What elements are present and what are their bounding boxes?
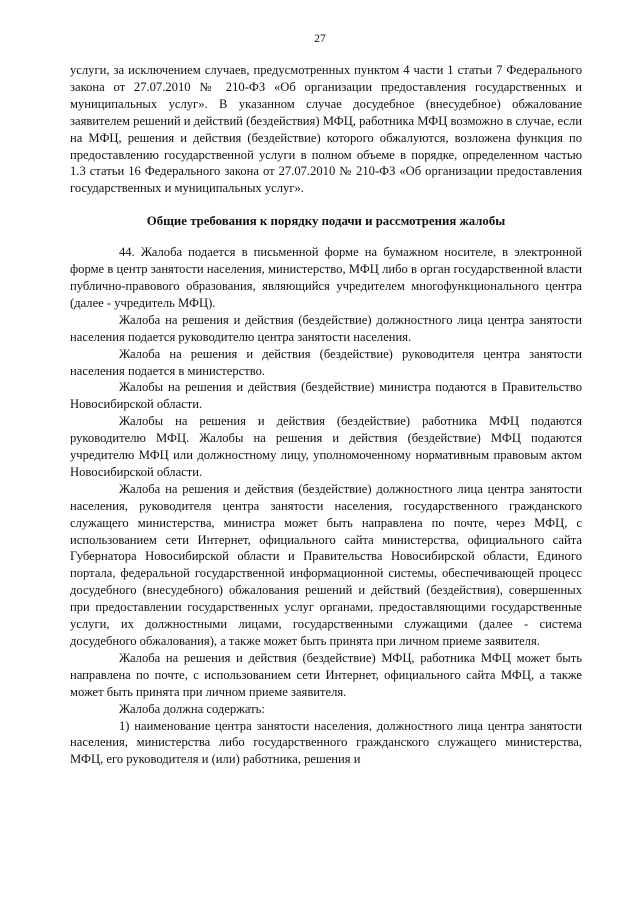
page-number: 27 <box>314 33 326 45</box>
paragraph-continuation: услуги, за исключением случаев, предусмотренных пунктом 4 части 1 статьи 7 Федерального закона от 27.07.2010 № 210-ФЗ «Об организации предоставления государственных и муниципальных услуг». В указанном случае досудебное (внесудебное) обжалование заявителем решений и действий (бездействия) МФЦ, работника МФЦ возможно в случае, если на МФЦ, решения и действия (бездействие) которого обжалуются, возложена функция по предоставлению государственной услуги в полном объеме в порядке, определенном частью 1.3 статьи 16 Федерального закона от 27.07.2010 № 210-ФЗ «Об организации предоставления государственных и муниципальных услуг». <box>70 63 582 196</box>
paragraph-content-intro: Жалоба должна содержать: <box>119 701 265 716</box>
paragraph-complaint-official: Жалоба на решения и действия (бездействие) должностного лица центра занятости населения подается руководителю центра занятости населения. <box>70 312 582 344</box>
paragraph-complaint-minister: Жалобы на решения и действия (бездействие) министра подаются в Правительство Новосибирской области. <box>70 380 582 412</box>
paragraph-mfc-submission: Жалоба на решения и действия (бездействие) МФЦ, работника МФЦ может быть направлена по почте, с использованием сети Интернет, официального сайта МФЦ, а также может быть принята при личном приеме заявителя. <box>70 650 582 699</box>
paragraph-complaint-mfc-worker: Жалобы на решения и действия (бездействие) работника МФЦ подаются руководителю МФЦ. Жалобы на решения и действия (бездействие) МФЦ подаются учредителю МФЦ или должностному лицу, уполномоченному нормативным правовым актом Новосибирской области. <box>70 414 582 479</box>
document-body <box>70 62 582 768</box>
list-item-1: 1) наименование центра занятости населения, должностного лица центра занятости населения, министерства либо государственного гражданского служащего министерства, МФЦ, его руководителя и (или) работника, решения и <box>70 718 582 767</box>
paragraph-submission-channels: Жалоба на решения и действия (бездействие) должностного лица центра занятости населения, руководителя центра занятости населения, государственного гражданского служащего министерства, министра может быть направлена по почте, через МФЦ, с использованием сети Интернет, официального сайта министерства, официального сайта Губернатора Новосибирской области и Правительства Новосибирской области, Единого портала, федеральной государственной информационной системы, обеспечивающей процесс досудебного (внесудебного) обжалования решений и действий (бездействия), совершенных при предоставлении государственных услуг органами, предоставляющими государственные услуги, их должностными лицами, государственными служащими (далее - система досудебного обжалования), а также может быть принята при личном приеме заявителя. <box>70 481 582 648</box>
paragraph-44: 44. Жалоба подается в письменной форме на бумажном носителе, в электронной форме в центр занятости населения, министерство, МФЦ либо в орган государственной власти публично-правового образования, являющийся учредителем многофункционального центра (далее - учредитель МФЦ). <box>70 245 582 310</box>
section-heading: Общие требования к порядку подачи и рассмотрения жалобы <box>146 214 506 229</box>
paragraph-complaint-head: Жалоба на решения и действия (бездействие) руководителя центра занятости населения подается в министерство. <box>70 346 582 378</box>
